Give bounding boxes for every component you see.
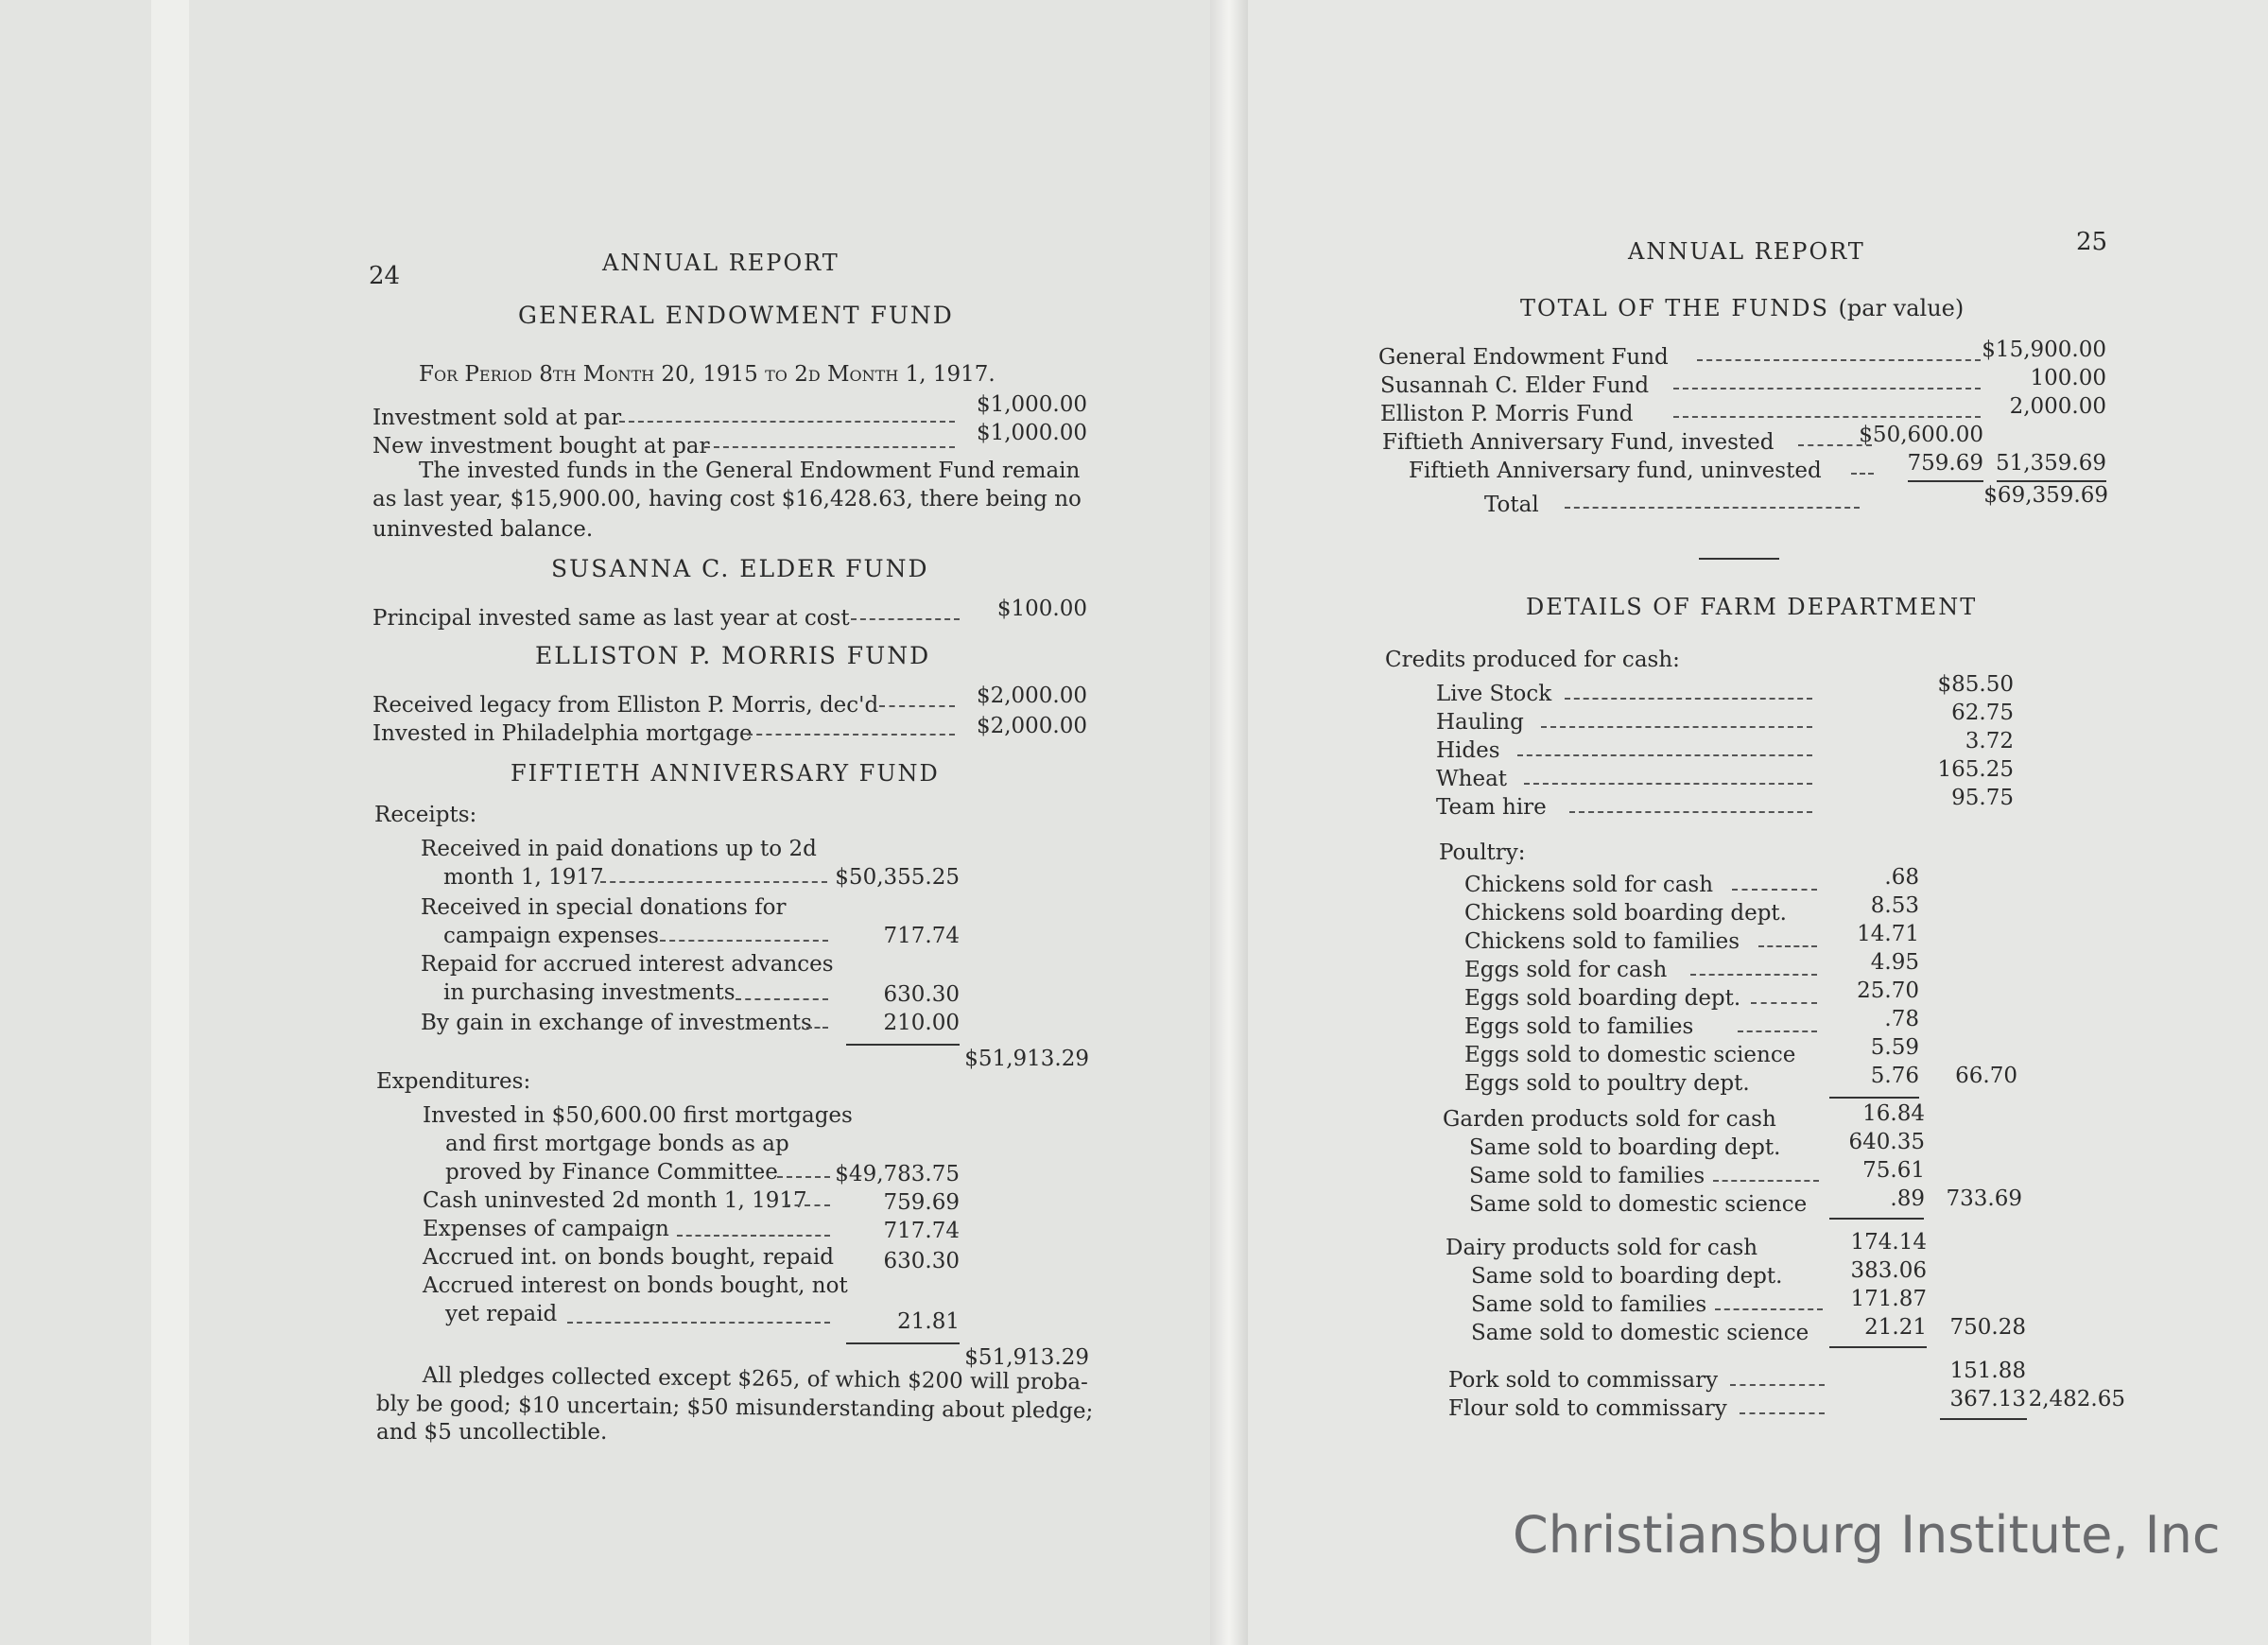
poultry-amount: 4.95 <box>1870 950 1919 975</box>
leader-dots <box>1738 1030 1817 1032</box>
sum-rule <box>1908 480 1983 482</box>
dairy-amount: 171.87 <box>1850 1287 1927 1311</box>
dairy-label: Same sold to domestic science <box>1471 1321 1809 1345</box>
receipt-line: Repaid for accrued interest advances <box>421 952 834 977</box>
receipt-amount: 630.30 <box>883 982 960 1007</box>
leader-dots <box>600 881 827 883</box>
credit-amount: $85.50 <box>1937 672 2014 697</box>
fiftieth-invested-label: Fiftieth Anniversary Fund, invested <box>1382 430 1775 455</box>
leader-dots <box>1697 359 1981 361</box>
totals-row-amount: 100.00 <box>2030 366 2106 390</box>
general-note-line: The invested funds in the General Endowment Fund remain <box>419 459 1081 483</box>
expenditure-amount: 630.30 <box>883 1249 960 1273</box>
sum-rule <box>1829 1346 1927 1348</box>
garden-total: 733.69 <box>1946 1186 2022 1211</box>
expenditures-label: Expenditures: <box>376 1069 531 1094</box>
totals-total-label: Total <box>1484 493 1539 517</box>
leader-dots <box>1758 945 1817 947</box>
general-fund-title: GENERAL ENDOWMENT FUND <box>518 302 954 329</box>
leader-dots <box>567 1322 830 1324</box>
totals-row-label: General Endowment Fund <box>1378 345 1669 370</box>
expenditure-line: Expenses of campaign <box>423 1217 669 1241</box>
leader-dots <box>1673 416 1981 418</box>
garden-label: Same sold to boarding dept. <box>1469 1135 1781 1160</box>
expenditure-line: Cash uninvested 2d month 1, 1917 <box>423 1188 807 1213</box>
leader-dots <box>1730 1384 1825 1386</box>
fiftieth-invested-amount: $50,600.00 <box>1859 423 1983 447</box>
totals-row-amount: 2,000.00 <box>2009 394 2106 419</box>
general-row-amount: $1,000.00 <box>976 421 1087 445</box>
leader-dots <box>736 998 828 1000</box>
receipt-amount: 717.74 <box>883 924 960 948</box>
poultry-label-row: Chickens sold boarding dept. <box>1464 901 1787 926</box>
leader-dots <box>619 421 955 423</box>
leader-dots <box>1569 811 1812 813</box>
poultry-amount: 14.71 <box>1857 922 1919 946</box>
sum-rule <box>1829 1218 1924 1220</box>
leader-dots <box>1713 1180 1819 1182</box>
credit-label: Team hire <box>1436 795 1547 820</box>
fiftieth-uninvested-label: Fiftieth Anniversary fund, uninvested <box>1409 459 1822 483</box>
poultry-label: Poultry: <box>1439 840 1526 865</box>
expenditure-line: Accrued interest on bonds bought, not <box>423 1273 848 1298</box>
elder-row-amount: $100.00 <box>996 597 1087 621</box>
page-edge <box>151 0 189 1645</box>
commissary-label: Pork sold to commissary <box>1448 1368 1719 1393</box>
receipt-line: Received in special donations for <box>421 895 787 920</box>
leader-dots <box>1751 1002 1817 1004</box>
commissary-amount: 151.88 <box>1949 1359 2026 1383</box>
morris-row-amount: $2,000.00 <box>976 684 1087 708</box>
expenditure-line: Accrued int. on bonds bought, repaid <box>423 1245 834 1270</box>
garden-label: Garden products sold for cash <box>1443 1107 1776 1132</box>
totals-title-text: TOTAL OF THE FUNDS <box>1520 295 1829 321</box>
leader-dots <box>777 1176 830 1178</box>
poultry-label-row: Eggs sold to families <box>1464 1014 1694 1039</box>
garden-amount: .89 <box>1890 1186 1925 1211</box>
dairy-amount: 383.06 <box>1850 1258 1927 1283</box>
expenditure-line: yet repaid <box>445 1302 558 1326</box>
leader-dots <box>806 1027 828 1029</box>
poultry-amount: 5.76 <box>1870 1064 1919 1088</box>
leader-dots <box>1673 388 1981 390</box>
receipts-total: $51,913.29 <box>964 1047 1089 1071</box>
totals-row-label: Susannah C. Elder Fund <box>1380 373 1650 398</box>
page-number-right: 25 <box>2076 228 2108 256</box>
watermark: Christiansburg Institute, Inc <box>1513 1505 2221 1565</box>
morris-fund-title: ELLISTON P. MORRIS FUND <box>535 642 931 669</box>
expenditure-line: Invested in $50,600.00 first mortgages <box>423 1103 853 1128</box>
poultry-label-row: Eggs sold boarding dept. <box>1464 986 1741 1011</box>
morris-row-label: Invested in Philadelphia mortgage <box>372 721 753 746</box>
receipt-amount: $50,355.25 <box>835 865 960 890</box>
dairy-amount: 174.14 <box>1850 1230 1927 1255</box>
general-fund-period: For Period 8th Month 20, 1915 to 2d Month 1, 1917. <box>419 362 995 387</box>
sum-rule <box>846 1044 960 1046</box>
leader-dots <box>851 618 960 620</box>
garden-label: Same sold to domestic science <box>1469 1192 1808 1217</box>
fiftieth-sum: 51,359.69 <box>1995 451 2106 476</box>
receipts-label: Receipts: <box>374 803 477 827</box>
commissary-amount: 367.13 <box>1949 1387 2026 1411</box>
leader-dots <box>660 940 828 942</box>
running-head-right: ANNUAL REPORT <box>1628 238 1865 265</box>
sum-rule <box>1829 1097 1919 1099</box>
garden-amount: 16.84 <box>1862 1101 1925 1126</box>
totals-row-amount: $15,900.00 <box>1982 338 2106 362</box>
fiftieth-uninvested-amount: 759.69 <box>1907 451 1983 476</box>
leader-dots <box>704 446 955 448</box>
poultry-label-row: Eggs sold to poultry dept. <box>1464 1071 1750 1096</box>
dairy-amount: 21.21 <box>1864 1315 1927 1340</box>
leader-dots <box>1851 473 1874 475</box>
leader-dots <box>1732 889 1817 891</box>
credit-amount: 3.72 <box>1965 729 2014 753</box>
pledge-note-line: and $5 uncollectible. <box>376 1420 608 1445</box>
expenditure-line: proved by Finance Committee <box>445 1160 778 1185</box>
poultry-total: 66.70 <box>1955 1064 2017 1088</box>
credit-label: Hauling <box>1436 710 1524 735</box>
poultry-label-row: Eggs sold for cash <box>1464 958 1668 982</box>
expenditure-amount: 21.81 <box>897 1309 960 1334</box>
receipt-amount: 210.00 <box>883 1011 960 1035</box>
leader-dots <box>1690 974 1817 976</box>
sum-rule <box>1940 1418 2027 1420</box>
leader-dots <box>1715 1308 1823 1310</box>
receipt-line: By gain in exchange of investments <box>421 1011 812 1035</box>
receipt-line: in purchasing investments <box>443 980 736 1005</box>
leader-dots <box>1541 726 1812 728</box>
garden-amount: 75.61 <box>1862 1158 1925 1183</box>
elder-fund-title: SUSANNA C. ELDER FUND <box>551 555 929 582</box>
totals-total-amount: $69,359.69 <box>1983 483 2108 508</box>
dairy-total: 750.28 <box>1949 1315 2026 1340</box>
credit-amount: 95.75 <box>1951 786 2014 810</box>
garden-amount: 640.35 <box>1848 1130 1925 1154</box>
receipt-line: campaign expenses <box>443 924 659 948</box>
expenditure-amount: 759.69 <box>883 1190 960 1215</box>
morris-row-amount: $2,000.00 <box>976 714 1087 738</box>
leader-dots <box>785 1204 830 1206</box>
commissary-label: Flour sold to commissary <box>1448 1396 1727 1421</box>
credit-label: Live Stock <box>1436 682 1552 706</box>
leader-dots <box>1740 1412 1825 1414</box>
totals-title-suffix: (par value) <box>1838 295 1965 321</box>
farm-grand-total: 2,482.65 <box>2028 1387 2125 1411</box>
leader-dots <box>1565 698 1812 700</box>
pledge-note-line: bly be good; $10 uncertain; $50 misunderstanding about pledge; <box>375 1391 1094 1424</box>
morris-row-label: Received legacy from Elliston P. Morris, dec'd <box>372 693 879 718</box>
section-divider <box>1699 558 1779 560</box>
leader-dots <box>677 1235 830 1237</box>
general-row-amount: $1,000.00 <box>976 392 1087 417</box>
poultry-amount: 25.70 <box>1857 978 1919 1003</box>
garden-label: Same sold to families <box>1469 1164 1705 1188</box>
leader-dots <box>1524 783 1812 785</box>
totals-title <box>1520 295 1964 321</box>
credit-amount: 62.75 <box>1951 701 2014 725</box>
book-gutter <box>1210 0 1248 1645</box>
poultry-amount: 5.59 <box>1870 1035 1919 1060</box>
running-head-left: ANNUAL REPORT <box>602 250 840 276</box>
general-note-line: as last year, $15,900.00, having cost $16,428.63, there being no <box>372 487 1082 511</box>
general-note-line: uninvested balance. <box>372 517 594 542</box>
dairy-label: Same sold to families <box>1471 1292 1707 1317</box>
expenditure-amount: 717.74 <box>883 1219 960 1243</box>
pledge-note-line: All pledges collected except $265, of which $200 will proba- <box>422 1362 1088 1395</box>
poultry-label-row: Eggs sold to domestic science <box>1464 1043 1796 1067</box>
elder-row-label: Principal invested same as last year at cost <box>372 606 850 631</box>
poultry-amount: .68 <box>1884 865 1919 890</box>
expenditure-amount: $49,783.75 <box>835 1162 960 1186</box>
poultry-label-row: Chickens sold for cash <box>1464 873 1714 897</box>
leader-dots <box>879 705 955 707</box>
credits-label: Credits produced for cash: <box>1385 648 1680 672</box>
leader-dots <box>1565 507 1860 509</box>
sum-rule <box>846 1342 960 1344</box>
farm-title: DETAILS OF FARM DEPARTMENT <box>1526 594 1978 620</box>
totals-row-label: Elliston P. Morris Fund <box>1380 402 1634 426</box>
poultry-label-row: Chickens sold to families <box>1464 929 1740 954</box>
general-row-label: New investment bought at par <box>372 434 710 459</box>
poultry-amount: 8.53 <box>1870 893 1919 918</box>
receipt-line: month 1, 1917 <box>443 865 604 890</box>
expenditures-total: $51,913.29 <box>964 1345 1089 1370</box>
dairy-label: Same sold to boarding dept. <box>1471 1264 1783 1289</box>
receipt-line: Received in paid donations up to 2d <box>421 837 817 861</box>
leader-dots <box>1517 754 1812 756</box>
dairy-label: Dairy products sold for cash <box>1446 1236 1758 1260</box>
poultry-amount: .78 <box>1884 1007 1919 1031</box>
fiftieth-fund-title: FIFTIETH ANNIVERSARY FUND <box>511 760 940 787</box>
general-row-label: Investment sold at par <box>372 406 622 430</box>
page-number-left: 24 <box>369 262 401 290</box>
credit-label: Hides <box>1436 738 1500 763</box>
expenditure-line: and first mortgage bonds as ap <box>445 1132 789 1156</box>
leader-dots <box>747 734 955 736</box>
credit-label: Wheat <box>1436 767 1508 791</box>
credit-amount: 165.25 <box>1937 757 2014 782</box>
